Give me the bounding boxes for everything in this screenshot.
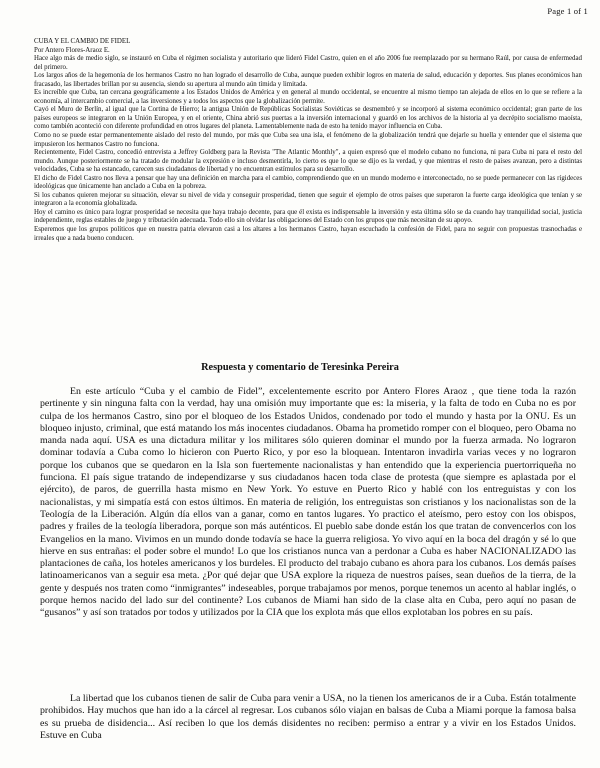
- response-body: [40, 386, 576, 620]
- response-body-continued: [40, 693, 576, 742]
- article-paragraph: Esperemos que los grupos políticos que en nuestra patria elevaron casi a los altares a los hermanos Castro, hayan escuchado la confesión de Fidel, para no seguir con propuestas trasnochadas e irreales que a nada bueno conducen.: [34, 226, 582, 242]
- article-section: [34, 38, 582, 243]
- article-title: CUBA Y EL CAMBIO DE FIDEL: [34, 38, 131, 45]
- article-paragraph: El dicho de Fidel Castro nos lleva a pensar que hay una definición en marcha para el cambio, comprendiendo que en un mundo moderno e interconectado, no se puede permanecer con las rígideces ideológicas que únicamente han anclado a Cuba en la pobreza.: [34, 174, 582, 191]
- response-paragraph: La libertad que los cubanos tienen de salir de Cuba para venir a USA, no la tienen los americanos de ir a Cuba. Están totalmente prohibidos. Hay muchos que han ido a la cárcel al regresar. Los cubanos sólo viajan en balsas de Cuba a Miami porque la famosa balsa es su prueba de disidencia... Así reciben lo que los demás disidentes no reciben: permiso a entrar y a vivir en los Estados Unidos. Estuve en Cuba: [40, 693, 576, 741]
- response-heading: Respuesta y comentario de Teresinka Pereira: [201, 362, 399, 373]
- article-paragraph: Recientemente, Fidel Castro, concedió entrevista a Jeffrey Goldberg para la Revista "The Atlantic Monthly", a quien expresó que el modelo cubano no funciona, ni para Cuba ni para el resto del mundo. Aunque posteriormente se ha tratado de modular la expresión e incluso desmentirla, lo cierto es que lo que se dijo es la verdad, y que mientras el resto de países avanzan, pero a distintas velocidades, Cuba se ha estancado, carecen sus ciudadanos de libertad y no encuentran estímulos para su desarrollo.: [34, 149, 582, 174]
- article-paragraph: Hace algo más de medio siglo, se instauró en Cuba el régimen socialista y autoritario que lideró Fidel Castro, quien en el año 2006 fue reemplazado por su hermano Raúl, por causa de enfermedad del primero.: [34, 55, 582, 71]
- article-paragraph: Es increíble que Cuba, tan cercana geográficamente a los Estados Unidos de América y en general al mundo occidental, se encuentre al mismo tiempo tan alejada de ellos en lo que se refiere a la economía, al intercambio comercial, a las inversiones y a todos los aspectos que la globalización permite.: [34, 89, 582, 105]
- response-paragraph: En este artículo “Cuba y el cambio de Fidel”, excelentemente escrito por Antero Flores Araoz , que tiene toda la razón pertinente y sin ninguna falta con la verdad, hay una omisión muy importante que es: la miseria, y la falta de todo en Cuba no es por culpa de los hermanos Castro, sino por el bloqueo de los Estados Unidos, condenado por todo el mundo y hasta por la ONU. Es un bloqueo injusto, criminal, que está matando los más inocentes ciudadanos. Obama ha prometido romper con el bloqueo, pero Obama no manda nada aquí. USA es una dictadura militar y los militares sólo quieren dominar el mundo por la fuerza armada. No lograron dominar todavía a Cuba como lo hicieron con Puerto Rico, y por eso la bloquean. Intentaron invadirla varias veces y no lograron porque los cubanos que se quedaron en la Isla son fuertemente nacionalistas y han entendido que la experiencia puertorriqueña no funciona. El país sigue tratando de independizarse y sus ciudadanos hacen toda clase de protesta (que siempre es aplastada por el ejército), de paros, de guerrilla hasta mismo en New York. Yo estuve en Puerto Rico y hablé con los entreguistas y con los nacionalistas, y mi simpatía está con estos últimos. En materia de religión, los entreguistas son cristianos y los nacionalistas son de la Teología de la Liberación. Algún día ellos van a ganar, como en tantos lugares. Yo practico el ateísmo, pero estoy con los obispos, padres y frailes de la teología liberadora, porque son más auténticos. El pueblo sabe donde están los que tratan de convencerlos con los Evangelios en la mano. Vivimos en un mundo donde todavía se hace la guerra religiosa. Yo vivo aquí en la boca del dragón y sé lo que hierve en sus entrañas: el poder sobre el mundo! Lo que los cristianos nunca van a perdonar a Cuba es haber NACIONALIZADO las plantaciones de caña, los hoteles americanos y los burdeles. El producto del trabajo cubano es ahora para los cubanos. Los demás países latinoamericanos van a seguir esa meta. ¿Por qué dejar que USA explore la riqueza de nuestros países, sean dueños de la tierra, de la gente y después nos traten como “inmigrantes” indeseables, porque trabajamos por menos, porque tenemos un acento al hablar inglés, o porque hemos nacido del lado sur del continente? Los cubanos de Miami han sido de la clase alta en Cuba, pero aquí no pasan de “gusanos” y así son tratados por todos y utilizados por la CIA que los explota más que ellos explotaban los pobres en su país.: [40, 386, 576, 619]
- page-number: Page 1 of 1: [547, 6, 588, 16]
- article-paragraph: Cayó el Muro de Berlín, al igual que la Cortina de Hierro; la antigua Unión de Repúblicas Socialistas Soviéticas se desmembró y se incorporó al sistema económico occidental; gran parte de los países europeos se integraron en la Unión Europea, y en el oriente, China abrió sus puertas a la inversión internacional y guardó en los archivos de la historia al ya decrépito socialismo maoísta, como también aconteció con diferente profundidad en otros lugares del planeta. Lamentablemente nada de esto ha tenido mayor influencia en Cuba.: [34, 106, 582, 131]
- article-paragraph: Hoy el camino es único para lograr prosperidad se necesita que haya trabajo decente, para que él exista es indispensable la inversión y esta última sólo se da cuando hay tranquilidad social, justicia independiente, reglas estables de juego y tributación adecuada. Todo ello sin olvidar las obligaciones del Estado con los grupos que más necesitan de su apoyo.: [34, 208, 582, 225]
- article-paragraph: Como no se puede estar permanentemente aislado del resto del mundo, por más que Cuba sea una isla, el fenómeno de la globalización tendrá que dejarle su huella y entender que el sistema que impusieron los hermanos Castro no funciona.: [34, 132, 582, 148]
- article-byline: Por Antero Flores-Araoz E.: [34, 46, 110, 54]
- article-paragraph: Los largos años de la hegemonía de los hermanos Castro no han logrado el desarrollo de Cuba, aunque pueden exhibir logros en materia de salud, educación y deportes. Sus planes económicos han fracasado, las libertades brillan por su ausencia, siendo su apertura al mundo aún tímida y limitada.: [34, 72, 582, 88]
- article-paragraph: Si los cubanos quieren mejorar su situación, elevar su nivel de vida y conseguir prosperidad, tienen que seguir el ejemplo de otros países que superaron la fuerte carga ideológica que tenían y se integraron a la economía globalizada.: [34, 191, 582, 208]
